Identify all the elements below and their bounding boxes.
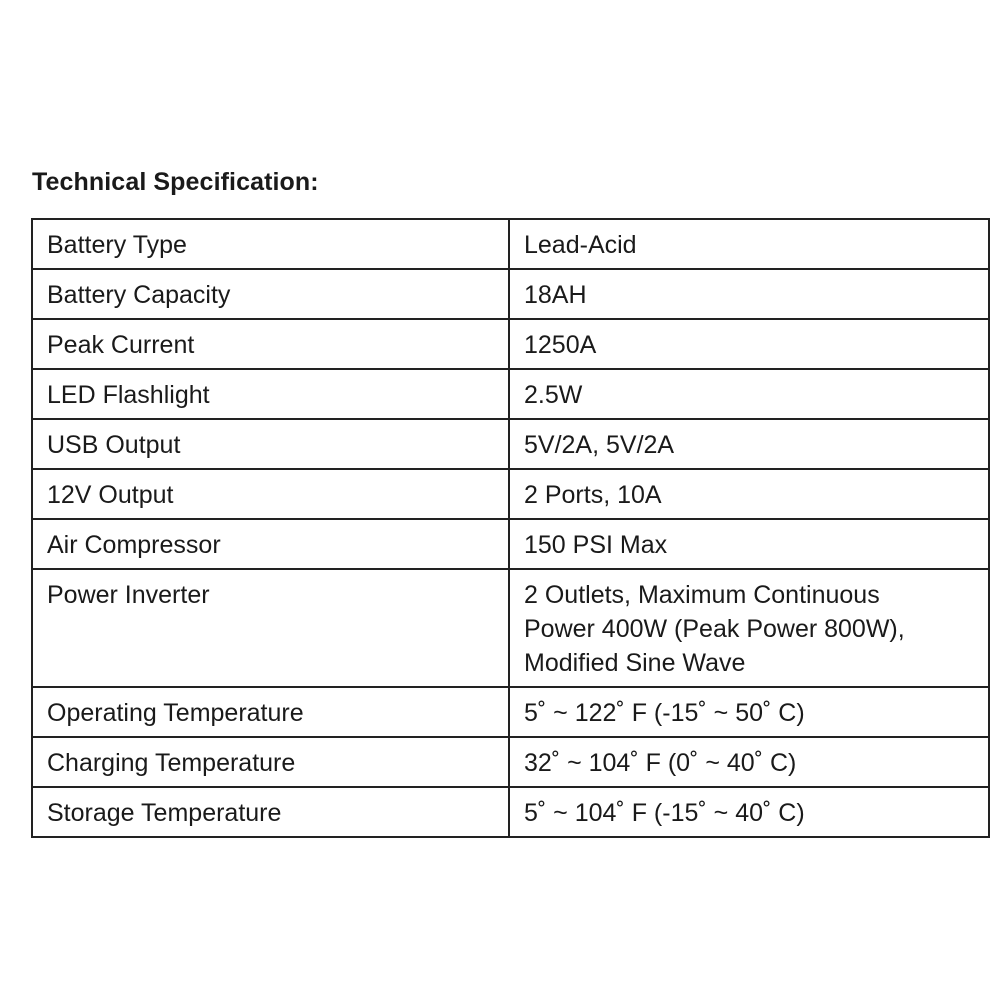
spec-value: 150 PSI Max: [509, 519, 989, 569]
spec-label: Storage Temperature: [32, 787, 509, 837]
spec-table-body: [32, 219, 989, 837]
spec-label: 12V Output: [32, 469, 509, 519]
table-row: [32, 469, 989, 519]
spec-label: LED Flashlight: [32, 369, 509, 419]
table-row: [32, 519, 989, 569]
spec-value: 2.5W: [509, 369, 989, 419]
spec-value: [509, 569, 989, 687]
table-row: [32, 787, 989, 837]
spec-table: [31, 218, 990, 838]
spec-label: Charging Temperature: [32, 737, 509, 787]
table-row: [32, 419, 989, 469]
spec-value: 1250A: [509, 319, 989, 369]
spec-label: USB Output: [32, 419, 509, 469]
spec-value: 5˚ ~ 122˚ F (-15˚ ~ 50˚ C): [509, 687, 989, 737]
spec-value: 32˚ ~ 104˚ F (0˚ ~ 40˚ C): [509, 737, 989, 787]
spec-value: 18AH: [509, 269, 989, 319]
spec-label: Battery Capacity: [32, 269, 509, 319]
spec-label: Battery Type: [32, 219, 509, 269]
table-row: [32, 569, 989, 687]
table-row: [32, 737, 989, 787]
spec-label: Operating Temperature: [32, 687, 509, 737]
page-title: Technical Specification:: [32, 168, 319, 196]
table-row: [32, 687, 989, 737]
spec-value: Lead-Acid: [509, 219, 989, 269]
spec-value-line: Power 400W (Peak Power 800W),: [524, 615, 905, 643]
spec-label: Power Inverter: [32, 569, 509, 687]
table-row: [32, 269, 989, 319]
spec-value: 5˚ ~ 104˚ F (-15˚ ~ 40˚ C): [509, 787, 989, 837]
spec-value-line: 2 Outlets, Maximum Continuous: [524, 581, 880, 609]
spec-value: 5V/2A, 5V/2A: [509, 419, 989, 469]
table-row: [32, 369, 989, 419]
spec-value: 2 Ports, 10A: [509, 469, 989, 519]
table-row: [32, 219, 989, 269]
spec-label: Peak Current: [32, 319, 509, 369]
spec-value-line: Modified Sine Wave: [524, 649, 746, 677]
spec-label: Air Compressor: [32, 519, 509, 569]
table-row: [32, 319, 989, 369]
